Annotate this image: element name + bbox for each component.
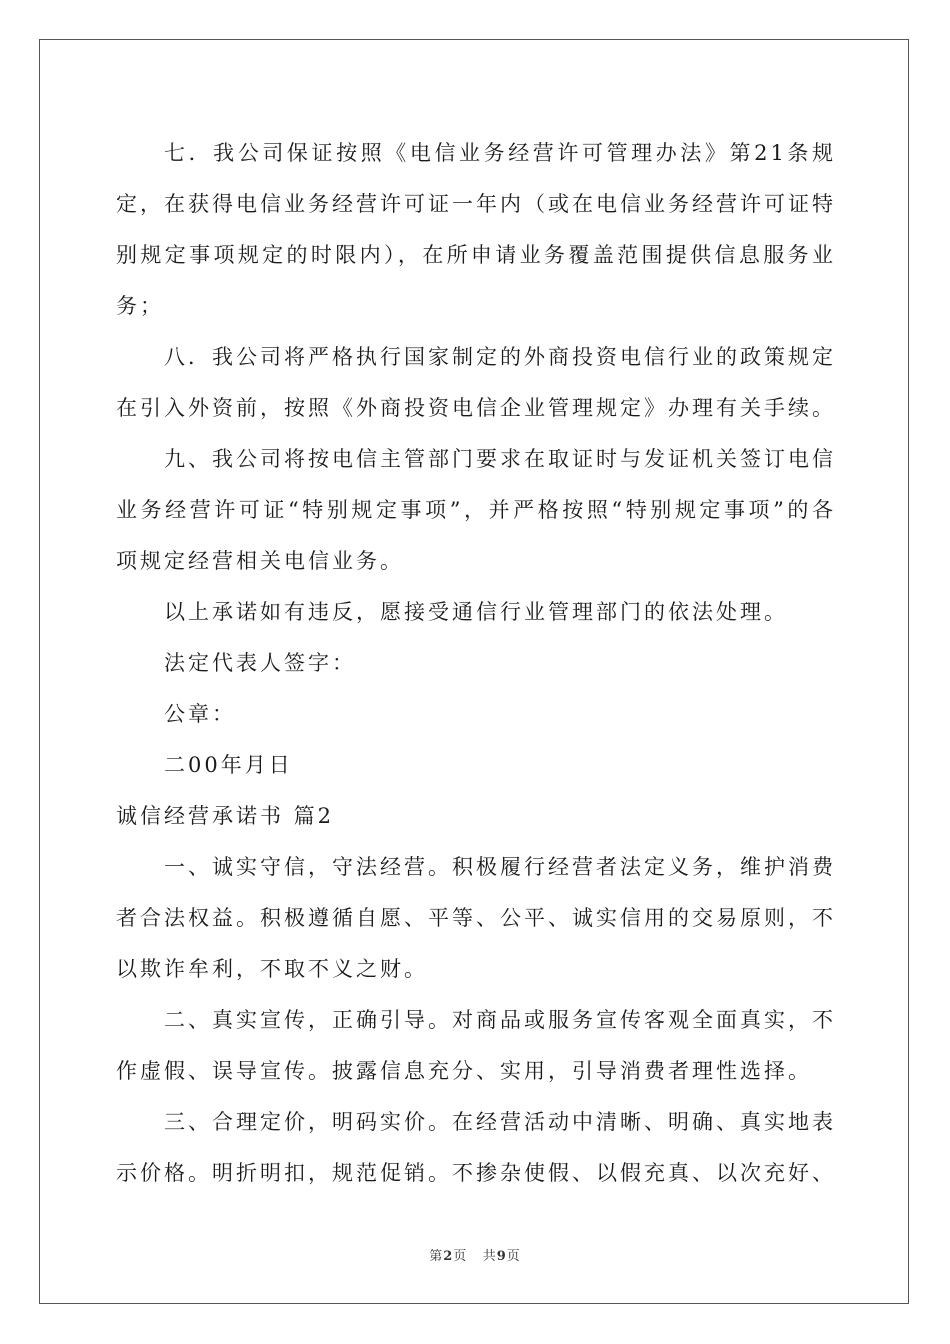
commitment-3: 三、合理定价，明码实价。在经营活动中清晰、明确、真实地表示价格。明折明扣，规范促销。不掺杂使假、以假充真、以次充好、 [116,1110,836,1185]
document-body [116,128,836,1199]
seal-line: 公章： [164,702,236,726]
clause-7: 七．我公司保证按照《电信业务经营许可管理办法》第21条规定，在获得电信业务经营许可证一年内（或在电信业务经营许可证特别规定事项规定的时限内），在所申请业务覆盖范围提供信息服务业务； [116,141,836,318]
commitment-1: 一、诚实守信，守法经营。积极履行经营者法定义务，维护消费者合法权益。积极遵循自愿、平等、公平、诚实信用的交易原则，不以欺诈牟利，不取不义之财。 [116,855,836,981]
section-heading: 诚信经营承诺书 篇2 [116,804,335,828]
clause-9: 九、我公司将按电信主管部门要求在取证时与发证机关签订电信业务经营许可证“特别规定事项”，并严格按照“特别规定事项”的各项规定经营相关电信业务。 [116,447,836,573]
page-prefix: 第 [429,1249,444,1264]
signature-line: 法定代表人签字： [164,651,356,675]
page-footer [0,1245,950,1264]
violation-pledge: 以上承诺如有违反，愿接受通信行业管理部门的依法处理。 [164,600,788,624]
page-suffix: 页 [453,1249,468,1264]
commitment-2: 二、真实宣传，正确引导。对商品或服务宣传客观全面真实，不作虚假、误导宣传。披露信息充分、实用，引导消费者理性选择。 [116,1008,836,1083]
date-line: 二00年月日 [164,753,293,777]
total-pages: 9 [496,1249,507,1264]
clause-8: 八．我公司将严格执行国家制定的外商投资电信行业的政策规定在引入外资前，按照《外商投资电信企业管理规定》办理有关手续。 [116,345,836,420]
total-prefix: 共 [482,1249,497,1264]
total-suffix: 页 [506,1249,521,1264]
page-number: 2 [443,1249,454,1264]
